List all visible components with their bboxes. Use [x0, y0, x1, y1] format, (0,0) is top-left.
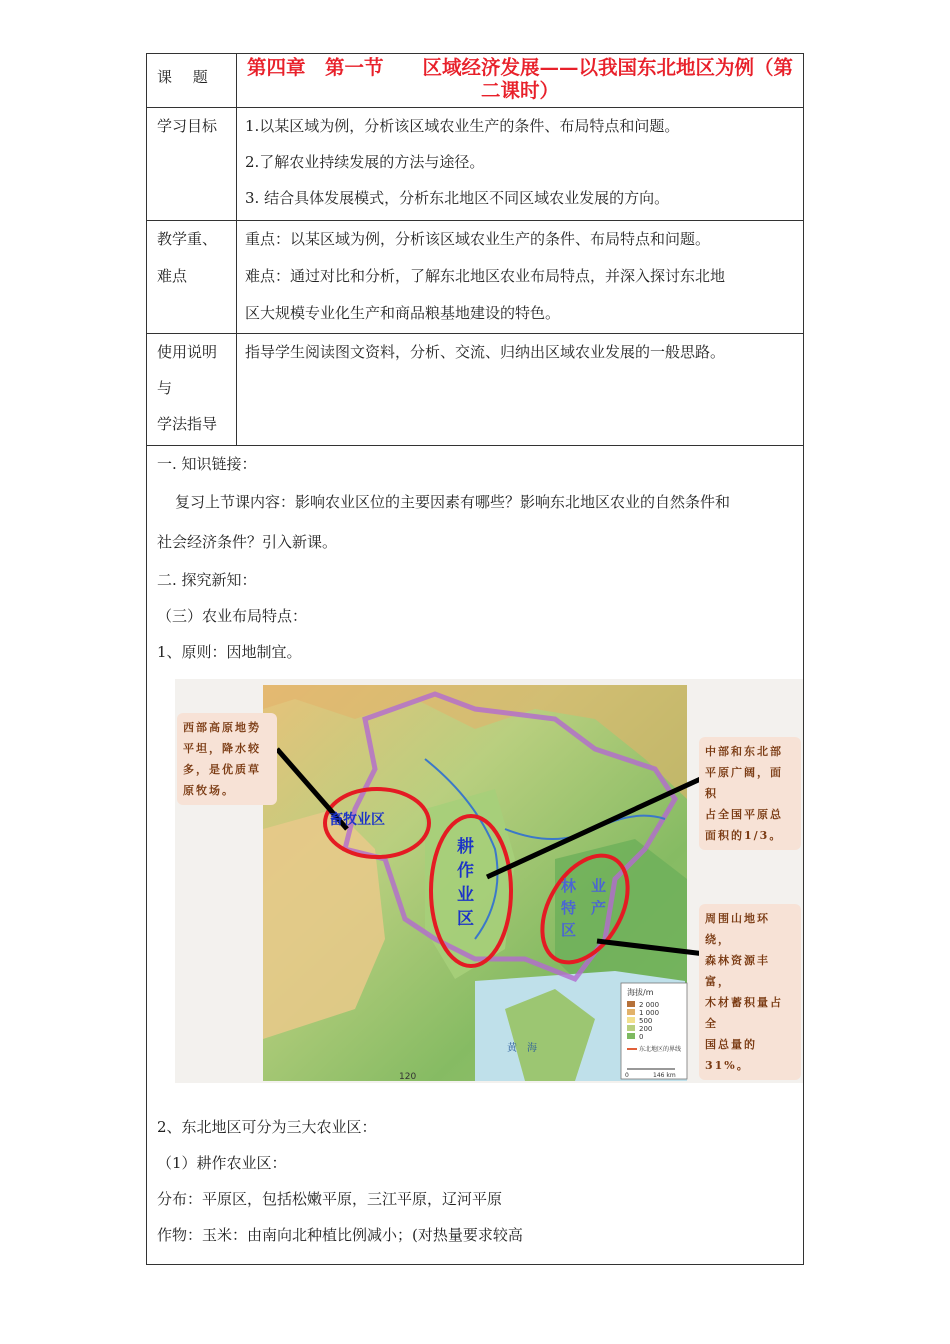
longitude-120: 120: [399, 1072, 417, 1082]
item-1: 1、原则：因地制宜。: [157, 642, 302, 661]
legend-level-4: 0: [639, 1033, 644, 1041]
note-east-line: 平原广阔，面积: [705, 766, 783, 800]
key-point-2: 难点：通过对比和分析，了解东北地区农业布局特点，并深入探讨东北地: [245, 266, 726, 285]
northeast-agriculture-map: [175, 679, 803, 1083]
zone-farm-label: [457, 835, 474, 931]
crop-text: 作物：玉米：由南向北种植比例减小；(对热量要求较高: [157, 1226, 523, 1244]
lesson-header-table: [147, 54, 803, 446]
distribution-text: 分布：平原区，包括松嫩平原，三江平原，辽河平原: [157, 1190, 503, 1208]
legend-title: 海拔/m: [627, 988, 654, 997]
note-west-line: 西部高原地势: [183, 721, 261, 734]
lesson-title: 第四章 第一节 区域经济发展——以我国东北地区为例（第二课时）: [246, 56, 793, 102]
lesson-body-lower: [157, 1109, 523, 1253]
legend-level-1: 1 000: [639, 1009, 660, 1017]
note-west-line: 平坦，降水较: [183, 742, 261, 755]
note-se-line: 森林资源丰富，: [705, 954, 770, 988]
zone-pasture-label: 畜牧业区: [329, 812, 385, 828]
topic-label: 课 题: [157, 68, 216, 86]
scale-zero: 0: [625, 1072, 629, 1079]
zone-farm-char: 业: [457, 885, 474, 905]
use-label-1: 使用说明: [157, 342, 218, 361]
legend-level-2: 500: [639, 1017, 653, 1025]
key-label-2: 难点: [157, 266, 188, 285]
item-2: 2、东北地区可分为三大农业区：: [157, 1118, 377, 1136]
lesson-plan-sheet: [146, 53, 804, 1265]
sub-item-1: （1）耕作农业区：: [157, 1154, 287, 1172]
key-label-1: 教学重、: [157, 229, 218, 248]
note-southeast-forest: [699, 904, 801, 1080]
key-point-1: 重点：以某区域为例，分析该区域农业生产的条件、布局特点和问题。: [245, 229, 711, 248]
note-east-plain: [699, 737, 801, 850]
section-1-heading: 一. 知识链接：: [157, 454, 257, 473]
note-se-line: 木材蓄积量占全: [705, 996, 783, 1030]
goal-3: 3. 结合具体发展模式，分析东北地区不同区域农业发展的方向。: [245, 188, 670, 207]
zone-forest-char: 区: [561, 921, 577, 939]
use-label-2: 与: [157, 378, 173, 397]
zone-farm-char: 作: [457, 861, 474, 881]
use-cell: [237, 333, 804, 445]
legend-box: [621, 983, 687, 1079]
use-text: 指导学生阅读图文资料，分析、交流、归纳出区域农业发展的一般思路。: [245, 342, 726, 361]
goal-cell: [237, 107, 804, 220]
section-2-heading: 二. 探究新知：: [157, 570, 257, 589]
scale-km: 146 km: [653, 1072, 676, 1079]
goal-label-cell: [147, 107, 237, 220]
goal-label: 学习目标: [157, 116, 218, 135]
section-1-text-1: 复习上节课内容：影响农业区位的主要因素有哪些？影响东北地区农业的自然条件和: [175, 492, 731, 511]
note-west-plateau: [177, 713, 277, 805]
key-label-cell: [147, 220, 237, 333]
goal-2: 2.了解农业持续发展的方法与途径。: [245, 152, 485, 171]
legend-level-3: 200: [639, 1025, 653, 1033]
use-label-3: 学法指导: [157, 414, 218, 433]
section-3-heading: （三）农业布局特点：: [157, 606, 308, 625]
key-cell: [237, 220, 804, 333]
note-se-line: 国总量的31%。: [705, 1038, 757, 1072]
goal-1: 1.以某区域为例，分析该区域农业生产的条件、布局特点和问题。: [245, 116, 680, 135]
use-label-cell: [147, 333, 237, 445]
zone-forest-char: 特: [561, 899, 577, 917]
note-east-line: 占全国平原总: [705, 808, 783, 821]
legend-level-0: 2 000: [639, 1001, 660, 1009]
section-1-text-2: 社会经济条件？引入新课。: [157, 532, 338, 551]
zone-farm-char: 区: [457, 909, 474, 929]
note-west-line: 多，是优质草: [183, 763, 261, 776]
note-east-line: 中部和东北部: [705, 745, 783, 758]
note-se-line: 周围山地环绕，: [705, 912, 770, 946]
title-cell: [237, 54, 804, 107]
zone-forest-char: 业: [591, 877, 607, 895]
key-point-3: 区大规模专业化生产和商品粮基地建设的特色。: [245, 303, 561, 322]
legend-border: 东北地区的界线: [639, 1046, 682, 1053]
lesson-body: [147, 446, 803, 670]
sea-label: 黄 海: [507, 1043, 537, 1054]
note-east-line: 面积的1/3。: [705, 829, 783, 842]
zone-farm-char: 耕: [457, 837, 474, 857]
note-west-line: 原牧场。: [183, 784, 235, 797]
zone-forest-label: [561, 875, 606, 941]
zone-forest-char: 产: [591, 899, 607, 917]
topic-label-cell: [147, 54, 237, 107]
zone-forest-char: 林: [561, 877, 577, 895]
